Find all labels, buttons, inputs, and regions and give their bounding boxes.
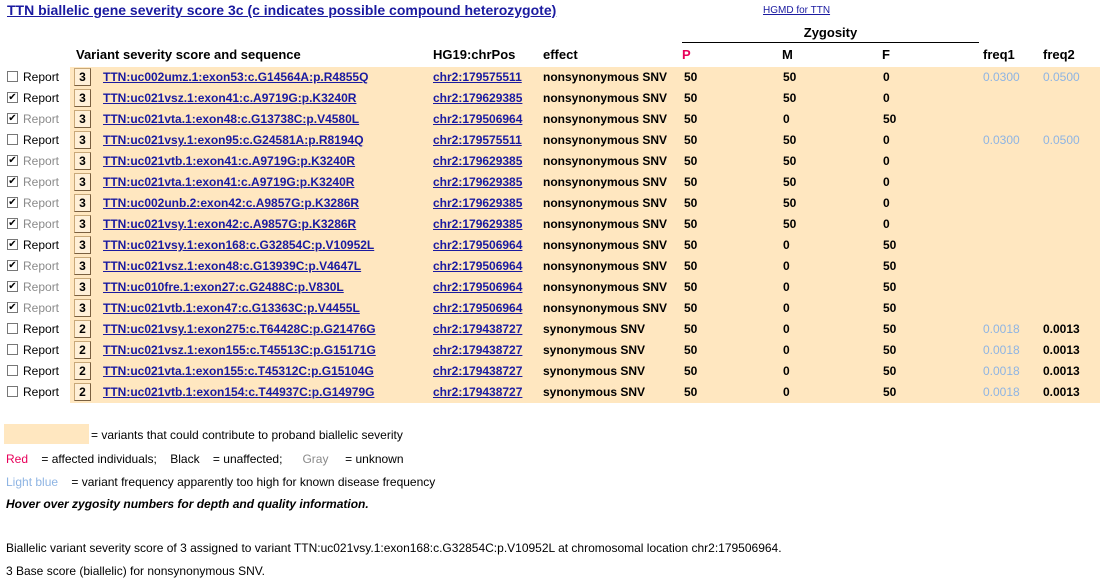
report-label: Report [23,175,60,189]
chrpos-link[interactable]: chr2:179629385 [433,217,523,231]
zygosity-proband[interactable]: 50 [684,154,698,168]
report-label: Report [23,196,60,210]
report-checkbox[interactable]: ✔ [8,113,17,124]
severity-score-button[interactable]: 2 [74,320,91,338]
severity-score-button[interactable]: 3 [74,215,91,233]
effect-cell: nonsynonymous SNV [543,196,668,210]
freq1-cell: 0.0018 [983,322,1020,336]
report-label: Report [23,133,60,147]
summary-line-1: Biallelic variant severity score of 3 assigned to variant TTN:uc021vsy.1:exon168:c.G32854C:p.V10952L at chromosomal location chr2:179506964. [6,541,782,555]
freq1-cell: 0.0300 [983,133,1020,147]
zygosity-father[interactable]: 0 [883,196,890,210]
zygosity-mother[interactable]: 0 [783,364,790,378]
table-row [0,277,1102,298]
effect-cell: nonsynonymous SNV [543,112,668,126]
zygosity-proband[interactable]: 50 [684,259,698,273]
table-row [0,193,1102,214]
report-label: Report [23,217,60,231]
legend-lightblue-desc: = variant frequency apparently too high for known disease frequency [71,475,436,489]
freq1-column-header: freq1 [983,47,1015,62]
chrpos-link[interactable]: chr2:179438727 [433,343,523,357]
table-row [0,256,1102,277]
effect-cell: nonsynonymous SNV [543,175,668,189]
report-checkbox[interactable]: ✔ [8,239,17,250]
variant-link[interactable]: TTN:uc002umz.1:exon53:c.G14564A:p.R4855Q [103,70,369,84]
severity-score-button[interactable]: 3 [74,173,91,191]
report-checkbox[interactable]: ✔ [8,260,17,271]
table-row [0,214,1102,235]
variant-link[interactable]: TTN:uc021vta.1:exon48:c.G13738C:p.V4580L [103,112,360,126]
freq2-cell: 0.0013 [1043,364,1080,378]
zygosity-proband[interactable]: 50 [684,175,698,189]
severity-score-button[interactable]: 3 [74,236,91,254]
chrpos-link[interactable]: chr2:179506964 [433,112,523,126]
report-checkbox[interactable] [7,323,18,334]
chrpos-link[interactable]: chr2:179506964 [433,280,523,294]
variant-link[interactable]: TTN:uc021vta.1:exon155:c.T45312C:p.G15104G [103,364,374,378]
effect-cell: nonsynonymous SNV [543,217,668,231]
variant-link[interactable]: TTN:uc021vsy.1:exon42:c.A9857G:p.K3286R [103,217,357,231]
variant-link[interactable]: TTN:uc021vsy.1:exon168:c.G32854C:p.V10952L [103,238,375,252]
legend-red-desc: = affected individuals; [41,452,157,466]
zygosity-father[interactable]: 0 [883,91,890,105]
report-checkbox[interactable] [7,134,18,145]
report-label: Report [23,259,60,273]
chrpos-link[interactable]: chr2:179506964 [433,301,523,315]
table-row [0,151,1102,172]
chrpos-link[interactable]: chr2:179575511 [433,70,522,84]
zygosity-father[interactable]: 50 [883,301,897,315]
zygosity-proband[interactable]: 50 [684,322,698,336]
report-label: Report [23,154,60,168]
proband-column-header: P [682,47,691,62]
report-label: Report [23,280,60,294]
variant-link[interactable]: TTN:uc021vsy.1:exon95:c.G24581A:p.R8194Q [103,133,364,147]
report-label: Report [23,364,60,378]
severity-score-button[interactable]: 3 [74,110,91,128]
report-checkbox[interactable]: ✔ [8,302,17,313]
freq2-cell: 0.0013 [1043,385,1080,399]
variant-link[interactable]: TTN:uc021vsz.1:exon41:c.A9719G:p.K3240R [103,91,357,105]
report-checkbox[interactable]: ✔ [8,155,17,166]
zygosity-father[interactable]: 50 [883,364,897,378]
report-label: Report [23,91,60,105]
zygosity-mother[interactable]: 50 [783,217,797,231]
table-row [0,67,1102,88]
zygosity-father[interactable]: 50 [883,112,897,126]
zygosity-mother[interactable]: 0 [783,322,790,336]
report-label: Report [23,385,60,399]
color-legend [6,452,404,466]
father-column-header: F [882,47,890,62]
report-checkbox[interactable] [7,365,18,376]
report-label: Report [23,238,60,252]
zygosity-mother[interactable]: 0 [783,259,790,273]
variant-link[interactable]: TTN:uc010fre.1:exon27:c.G2488C:p.V830L [103,280,344,294]
variant-link[interactable]: TTN:uc021vsz.1:exon155:c.T45513C:p.G15171G [103,343,376,357]
zygosity-proband[interactable]: 50 [684,112,698,126]
zygosity-proband[interactable]: 50 [684,217,698,231]
zygosity-mother[interactable]: 50 [783,91,797,105]
zygosity-father[interactable]: 50 [883,322,897,336]
table-row [0,235,1102,256]
table-row [0,172,1102,193]
effect-cell: nonsynonymous SNV [543,154,668,168]
effect-cell: synonymous SNV [543,322,646,336]
variant-link[interactable]: TTN:uc021vtb.1:exon47:c.G13363C:p.V4455L [103,301,360,315]
table-row [0,109,1102,130]
variant-table [0,67,1102,403]
effect-column-header: effect [543,47,578,62]
chrpos-link[interactable]: chr2:179438727 [433,385,523,399]
zygosity-father[interactable]: 50 [883,385,897,399]
zygosity-father[interactable]: 0 [883,154,890,168]
highlight-legend-swatch [4,424,89,444]
report-checkbox[interactable]: ✔ [8,92,17,103]
effect-cell: nonsynonymous SNV [543,133,668,147]
legend-gray-label: Gray [302,452,329,466]
severity-score-button[interactable]: 2 [74,362,91,380]
page-title[interactable]: TTN biallelic gene severity score 3c (c indicates possible compound heterozygote) [7,2,557,18]
variant-column-header: Variant severity score and sequence [76,47,301,62]
chrpos-link[interactable]: chr2:179575511 [433,133,522,147]
severity-score-button[interactable]: 2 [74,341,91,359]
report-label: Report [23,322,60,336]
report-checkbox[interactable]: ✔ [8,197,17,208]
variant-link[interactable]: TTN:uc021vtb.1:exon41:c.A9719G:p.K3240R [103,154,356,168]
zygosity-proband[interactable]: 50 [684,70,698,84]
zygosity-proband[interactable]: 50 [684,91,698,105]
variant-link[interactable]: TTN:uc021vsy.1:exon275:c.T64428C:p.G21476G [103,322,376,336]
report-label: Report [23,301,60,315]
legend-gray-desc: = unknown [345,452,404,466]
freq2-cell: 0.0500 [1043,70,1080,84]
position-column-header: HG19:chrPos [433,47,516,62]
table-row [0,319,1102,340]
report-label: Report [23,112,60,126]
lightblue-legend [6,475,435,489]
chrpos-link[interactable]: chr2:179629385 [433,175,523,189]
severity-score-button[interactable]: 3 [74,194,91,212]
chrpos-link[interactable]: chr2:179629385 [433,91,523,105]
report-checkbox[interactable]: ✔ [8,218,17,229]
zygosity-father[interactable]: 0 [883,175,890,189]
effect-cell: synonymous SNV [543,385,646,399]
variant-link[interactable]: TTN:uc002unb.2:exon42:c.A9857G:p.K3286R [103,196,360,210]
report-checkbox[interactable]: ✔ [8,176,17,187]
effect-cell: nonsynonymous SNV [543,259,668,273]
zygosity-mother[interactable]: 50 [783,175,797,189]
report-checkbox[interactable] [7,344,18,355]
freq1-cell: 0.0018 [983,364,1020,378]
zygosity-father[interactable]: 50 [883,280,897,294]
effect-cell: synonymous SNV [543,343,646,357]
effect-cell: nonsynonymous SNV [543,301,668,315]
hgmd-link[interactable]: HGMD for TTN [763,5,831,16]
severity-score-button[interactable]: 3 [74,68,91,86]
legend-black-label: Black [170,452,200,466]
report-checkbox[interactable] [7,386,18,397]
legend-lightblue-label: Light blue [6,475,59,489]
freq2-cell: 0.0500 [1043,133,1080,147]
variant-link[interactable]: TTN:uc021vta.1:exon41:c.A9719G:p.K3240R [103,175,355,189]
zygosity-mother[interactable]: 0 [783,343,790,357]
mother-column-header: M [782,47,793,62]
zygosity-mother[interactable]: 0 [783,280,790,294]
zygosity-father[interactable]: 50 [883,343,897,357]
zygosity-father[interactable]: 50 [883,259,897,273]
severity-score-button[interactable]: 3 [74,131,91,149]
severity-score-button[interactable]: 3 [74,89,91,107]
table-row [0,340,1102,361]
table-row [0,88,1102,109]
legend-black-desc: = unaffected; [212,452,283,466]
report-label: Report [23,343,60,357]
effect-cell: nonsynonymous SNV [543,238,668,252]
zygosity-mother[interactable]: 0 [783,301,790,315]
zygosity-mother[interactable]: 50 [783,154,797,168]
severity-score-button[interactable]: 3 [74,278,91,296]
variant-link[interactable]: TTN:uc021vtb.1:exon154:c.T44937C:p.G14979G [103,385,375,399]
severity-score-button[interactable]: 3 [74,257,91,275]
table-row [0,361,1102,382]
severity-score-button[interactable]: 3 [74,152,91,170]
freq1-cell: 0.0018 [983,343,1020,357]
freq2-column-header: freq2 [1043,47,1075,62]
zygosity-father[interactable]: 50 [883,238,897,252]
report-checkbox[interactable] [7,71,18,82]
zygosity-proband[interactable]: 50 [684,301,698,315]
zygosity-proband[interactable]: 50 [684,385,698,399]
severity-score-button[interactable]: 3 [74,299,91,317]
freq2-cell: 0.0013 [1043,322,1080,336]
zygosity-header: Zygosity [682,25,979,43]
severity-score-button[interactable]: 2 [74,383,91,401]
effect-cell: nonsynonymous SNV [543,280,668,294]
report-checkbox[interactable]: ✔ [8,281,17,292]
highlight-legend-text: = variants that could contribute to proband biallelic severity [91,428,403,442]
zygosity-father[interactable]: 0 [883,133,890,147]
freq1-cell: 0.0018 [983,385,1020,399]
zygosity-proband[interactable]: 50 [684,343,698,357]
zygosity-proband[interactable]: 50 [684,364,698,378]
chrpos-link[interactable]: chr2:179438727 [433,322,523,336]
summary-line-2: 3 Base score (biallelic) for nonsynonymous SNV. [6,564,266,578]
table-row [0,130,1102,151]
hover-note: Hover over zygosity numbers for depth and quality information. [6,497,369,511]
chrpos-link[interactable]: chr2:179506964 [433,238,523,252]
zygosity-mother[interactable]: 0 [783,385,790,399]
zygosity-proband[interactable]: 50 [684,133,698,147]
effect-cell: synonymous SNV [543,364,646,378]
report-label: Report [23,70,60,84]
effect-cell: nonsynonymous SNV [543,91,668,105]
chrpos-link[interactable]: chr2:179506964 [433,259,523,273]
variant-link[interactable]: TTN:uc021vsz.1:exon48:c.G13939C:p.V4647L [103,259,362,273]
freq2-cell: 0.0013 [1043,343,1080,357]
zygosity-proband[interactable]: 50 [684,280,698,294]
zygosity-mother[interactable]: 50 [783,70,797,84]
zygosity-mother[interactable]: 0 [783,112,790,126]
legend-red-label: Red [6,452,29,466]
zygosity-mother[interactable]: 50 [783,133,797,147]
zygosity-father[interactable]: 0 [883,70,890,84]
chrpos-link[interactable]: chr2:179438727 [433,364,523,378]
zygosity-mother[interactable]: 50 [783,196,797,210]
zygosity-father[interactable]: 0 [883,217,890,231]
zygosity-mother[interactable]: 0 [783,238,790,252]
chrpos-link[interactable]: chr2:179629385 [433,154,523,168]
zygosity-proband[interactable]: 50 [684,196,698,210]
zygosity-proband[interactable]: 50 [684,238,698,252]
freq1-cell: 0.0300 [983,70,1020,84]
table-row [0,298,1102,319]
chrpos-link[interactable]: chr2:179629385 [433,196,523,210]
table-row [0,382,1102,403]
effect-cell: nonsynonymous SNV [543,70,668,84]
